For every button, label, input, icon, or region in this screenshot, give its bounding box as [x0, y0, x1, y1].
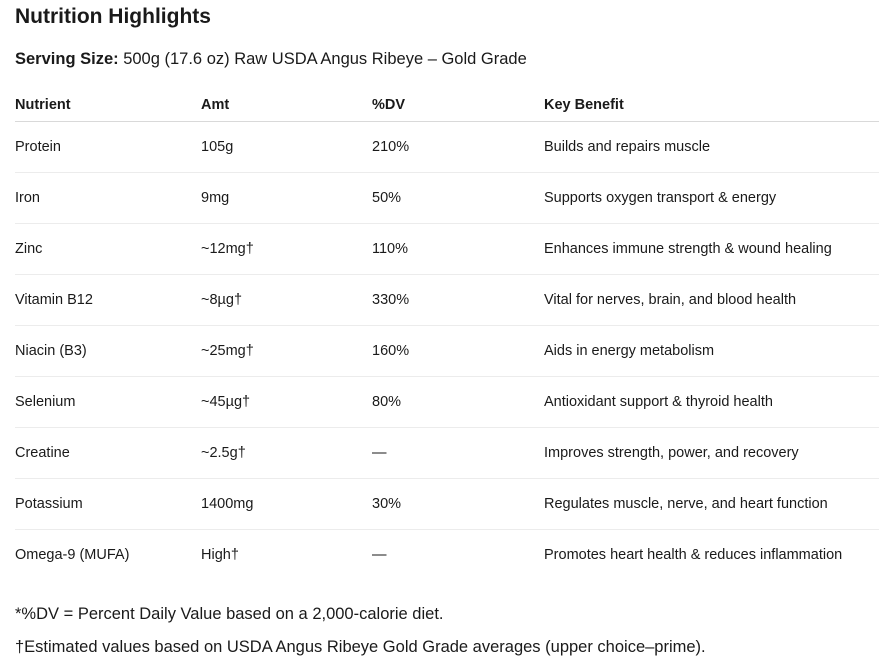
cell-dv: —	[372, 547, 387, 563]
table-row	[15, 530, 879, 581]
cell-key-benefit: Regulates muscle, nerve, and heart function	[544, 479, 879, 530]
cell-nutrient: Iron	[15, 173, 201, 224]
cell-key-benefit: Supports oxygen transport & energy	[544, 173, 879, 224]
cell-amount: ~2.5g†	[201, 428, 372, 479]
cell-nutrient: Potassium	[15, 479, 201, 530]
table-row	[15, 326, 879, 377]
header-amount: Amt	[201, 88, 372, 122]
cell-amount: 1400mg	[201, 479, 372, 530]
header-dv: %DV	[372, 88, 544, 122]
cell-key-benefit: Aids in energy metabolism	[544, 326, 879, 377]
cell-amount: ~8µg†	[201, 275, 372, 326]
cell-key-benefit: Vital for nerves, brain, and blood health	[544, 275, 879, 326]
cell-amount: 9mg	[201, 173, 372, 224]
cell-dv: 330%	[372, 275, 544, 326]
header-key-benefit: Key Benefit	[544, 88, 879, 122]
footnote-dv: *%DV = Percent Daily Value based on a 2,000-calorie diet.	[15, 605, 444, 623]
cell-amount: 105g	[201, 122, 372, 173]
cell-nutrient: Selenium	[15, 377, 201, 428]
cell-amount: ~45µg†	[201, 377, 372, 428]
cell-amount: High†	[201, 547, 239, 563]
header-nutrient: Nutrient	[15, 88, 201, 122]
table-row	[15, 377, 879, 428]
cell-key-benefit: Enhances immune strength & wound healing	[544, 224, 879, 275]
serving-size	[15, 50, 527, 69]
cell-nutrient: Protein	[15, 122, 201, 173]
cell-nutrient: Creatine	[15, 428, 201, 479]
cell-amount: ~12mg†	[201, 224, 372, 275]
table-row	[15, 428, 879, 479]
table-row	[15, 275, 879, 326]
cell-key-benefit: Antioxidant support & thyroid health	[544, 377, 879, 428]
cell-dv: 80%	[372, 377, 544, 428]
table-row	[15, 122, 879, 173]
serving-size-label: Serving Size:	[15, 50, 119, 68]
cell-nutrient: Vitamin B12	[15, 275, 201, 326]
table-row	[15, 224, 879, 275]
cell-nutrient: Niacin (B3)	[15, 326, 201, 377]
serving-size-value: 500g (17.6 oz) Raw USDA Angus Ribeye – Gold Grade	[118, 50, 527, 68]
cell-nutrient: Omega-9 (MUFA)	[15, 547, 130, 563]
cell-dv: 30%	[372, 479, 544, 530]
cell-nutrient: Zinc	[15, 224, 201, 275]
cell-key-benefit: Improves strength, power, and recovery	[544, 428, 879, 479]
cell-key-benefit: Builds and repairs muscle	[544, 122, 879, 173]
cell-amount: ~25mg†	[201, 326, 372, 377]
page-title: Nutrition Highlights	[15, 5, 211, 28]
cell-key-benefit: Promotes heart health & reduces inflammation	[544, 547, 843, 563]
cell-dv: 110%	[372, 224, 544, 275]
table-row	[15, 479, 879, 530]
table-row	[15, 173, 879, 224]
table-header-row	[15, 88, 879, 122]
footnote-estimated: †Estimated values based on USDA Angus Ribeye Gold Grade averages (upper choice–prime).	[15, 638, 706, 656]
nutrition-table	[15, 88, 879, 580]
cell-dv: 210%	[372, 122, 544, 173]
cell-dv: 160%	[372, 326, 544, 377]
cell-dv: —	[372, 428, 544, 479]
cell-dv: 50%	[372, 173, 544, 224]
